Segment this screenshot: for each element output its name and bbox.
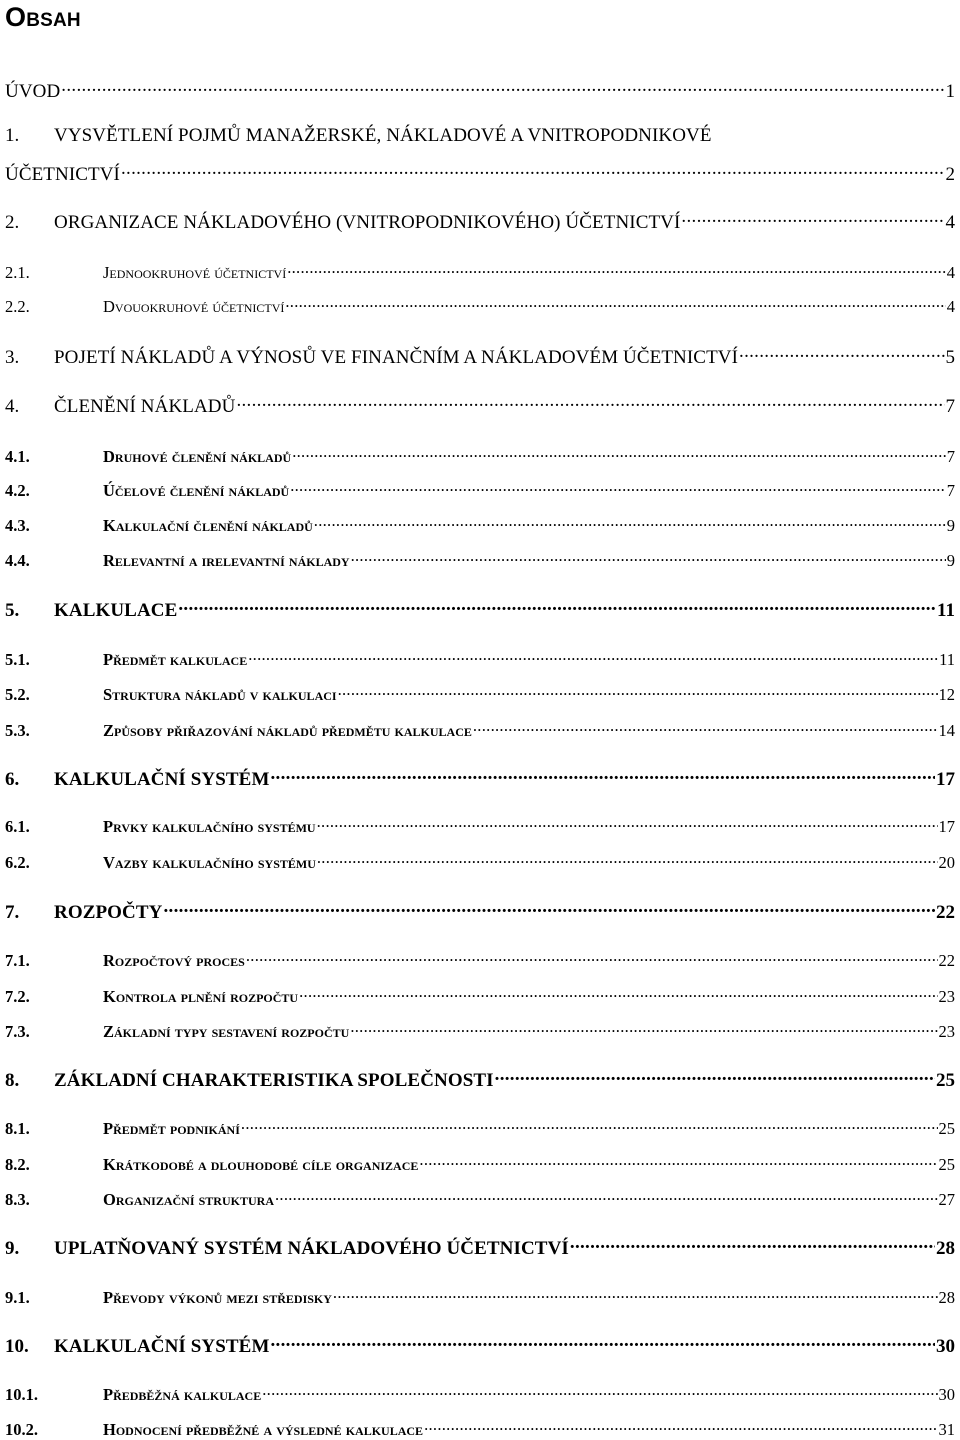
- toc-entry-number: 10.2.: [5, 1419, 38, 1439]
- toc-entry-number: 4.: [5, 396, 20, 417]
- toc-page-number: 12: [938, 684, 955, 704]
- toc-entry-text: ČLENĚNÍ NÁKLADŮ: [54, 396, 236, 417]
- toc-page-number: 22: [938, 950, 955, 970]
- toc-leader-dots: [287, 261, 946, 278]
- toc-leader-dots: [495, 1067, 935, 1086]
- toc-leader-dots: [262, 1383, 937, 1400]
- toc-entry-2[interactable]: [5, 209, 955, 234]
- toc-entry-4-3[interactable]: [5, 514, 955, 536]
- toc-entry-number: 8.2.: [5, 1154, 30, 1174]
- toc-page-number: 11: [939, 649, 955, 669]
- toc-entry-4-4[interactable]: [5, 549, 955, 571]
- toc-entry-text: KALKULAČNÍ SYSTÉM: [54, 1336, 270, 1357]
- toc-page-number: 17: [938, 816, 955, 836]
- toc-page-number: 22: [936, 902, 955, 923]
- toc-entry-number: 2.2.: [5, 296, 30, 316]
- toc-entry-number: 4.1.: [5, 446, 30, 466]
- toc-entry-text: Předmět kalkulace: [103, 649, 248, 669]
- toc-entry-number: 2.1.: [5, 262, 30, 282]
- toc-page-number: 17: [936, 769, 955, 790]
- toc-entry-3[interactable]: [5, 344, 955, 369]
- toc-page-number: 23: [938, 1021, 955, 1041]
- toc-page-number: 20: [938, 852, 955, 872]
- toc-leader-dots: [419, 1153, 937, 1170]
- toc-entry-text: Vazby kalkulačního systému: [103, 852, 316, 872]
- toc-entry-number: 5.: [5, 600, 20, 621]
- toc-entry-number: 6.: [5, 769, 20, 790]
- toc-entry-8[interactable]: [5, 1067, 955, 1092]
- toc-page-number: 7: [946, 480, 955, 500]
- toc-entry-text: VYSVĚTLENÍ POJMŮ MANAŽERSKÉ, NÁKLADOVÉ A VNITROPODNIKOVÉ: [54, 125, 712, 146]
- toc-entry-number: 9.: [5, 1238, 20, 1259]
- toc-entry-number: 7.: [5, 902, 20, 923]
- toc-page-number: 23: [938, 986, 955, 1006]
- toc-entry-text: Základní typy sestavení rozpočtu: [103, 1021, 350, 1041]
- toc-entry-text: Jednookruhové účetnictví: [103, 262, 287, 282]
- toc-leader-dots: [271, 766, 936, 785]
- toc-entry-text: Prvky kalkulačního systému: [103, 816, 316, 836]
- toc-entry-text: ZÁKLADNÍ CHARAKTERISTIKA SPOLEČNOSTI: [54, 1070, 494, 1091]
- toc-entry-1[interactable]: [5, 125, 955, 147]
- toc-entry-text: ROZPOČTY: [54, 902, 163, 923]
- toc-entry-number: 10.1.: [5, 1384, 38, 1404]
- toc-entry-5-2[interactable]: [5, 683, 955, 705]
- toc-entry-5-1[interactable]: [5, 648, 955, 670]
- toc-entry-text: Kalkulační členění nákladů: [103, 515, 313, 535]
- toc-leader-dots: [317, 851, 938, 868]
- toc-leader-dots: [248, 648, 938, 665]
- toc-entry-6-1[interactable]: [5, 815, 955, 837]
- toc-entry-text: Kontrola plnění rozpočtu: [103, 986, 299, 1006]
- toc-leader-dots: [739, 344, 944, 363]
- toc-leader-dots: [290, 479, 946, 496]
- toc-page-number: 14: [938, 720, 955, 740]
- toc-entry-7-2[interactable]: [5, 985, 955, 1007]
- toc-leader-dots: [317, 815, 938, 832]
- toc-leader-dots: [178, 597, 936, 616]
- toc-leader-dots: [314, 514, 946, 531]
- toc-leader-dots: [163, 899, 935, 918]
- toc-entry-number: 5.2.: [5, 684, 30, 704]
- toc-leader-dots: [61, 78, 944, 97]
- toc-entry-text: Struktura nákladů v kalkulaci: [103, 684, 337, 704]
- toc-entry-number: 7.2.: [5, 986, 30, 1006]
- toc-entry-7-3[interactable]: [5, 1020, 955, 1042]
- toc-page-number: 11: [937, 600, 955, 621]
- page-title: Obsah: [5, 2, 81, 32]
- toc-entry-number: 9.1.: [5, 1287, 30, 1307]
- toc-entry-number: 10.: [5, 1336, 29, 1357]
- toc-entry-6-2[interactable]: [5, 851, 955, 873]
- toc-entry-number: 4.3.: [5, 515, 30, 535]
- toc-entry-number: 2.: [5, 212, 20, 233]
- toc-leader-dots: [473, 719, 938, 736]
- toc-leader-dots: [338, 683, 938, 700]
- toc-entry-7-1[interactable]: [5, 949, 955, 971]
- toc-entry-10-1[interactable]: [5, 1383, 955, 1405]
- toc-page-number: 28: [936, 1238, 955, 1259]
- toc-leader-dots: [333, 1286, 938, 1303]
- toc-entry-text: Předběžná kalkulace: [103, 1384, 262, 1404]
- toc-page-number: 28: [938, 1287, 955, 1307]
- toc-entry-text: Dvouokruhové účetnictví: [103, 296, 285, 316]
- toc-leader-dots: [121, 161, 945, 180]
- toc-entry-number: 8.1.: [5, 1118, 30, 1138]
- toc-entry-text: POJETÍ NÁKLADŮ A VÝNOSŮ VE FINANČNÍM A NÁKLADOVÉM ÚČETNICTVÍ: [54, 347, 739, 368]
- toc-entry-8-3[interactable]: [5, 1188, 955, 1210]
- toc-page-number: 1: [945, 81, 955, 102]
- toc-leader-dots: [285, 295, 945, 312]
- toc-page-number: 30: [936, 1336, 955, 1357]
- toc-entry-5-3[interactable]: [5, 719, 955, 741]
- toc-entry-text: Krátkodobé a dlouhodobé cíle organizace: [103, 1154, 419, 1174]
- toc-leader-dots: [236, 393, 944, 412]
- toc-page-number: 4: [946, 262, 955, 282]
- toc-entry-8-1[interactable]: [5, 1117, 955, 1139]
- toc-entry-number: 5.3.: [5, 720, 30, 740]
- toc-entry-number: 1.: [5, 125, 20, 146]
- toc-entry-number: 8.3.: [5, 1189, 30, 1209]
- toc-entry-number: 4.4.: [5, 550, 30, 570]
- toc-leader-dots: [424, 1418, 937, 1435]
- toc-entry-number: 6.1.: [5, 816, 30, 836]
- toc-entry-text: Účelové členění nákladů: [103, 480, 290, 500]
- toc-entry-number: 7.1.: [5, 950, 30, 970]
- toc-entry-8-2[interactable]: [5, 1153, 955, 1175]
- toc-entry-text: Relevantní a irelevantní náklady: [103, 550, 350, 570]
- toc-page-number: 7: [946, 446, 955, 466]
- toc-page-number: 4: [946, 296, 955, 316]
- toc-entry-text: Způsoby přiřazování nákladů předmětu kalkulace: [103, 720, 472, 740]
- toc-page-number: 9: [946, 515, 955, 535]
- toc-leader-dots: [246, 949, 938, 966]
- toc-entry-text: Převody výkonů mezi středisky: [103, 1287, 332, 1307]
- toc-entry-6[interactable]: [5, 766, 955, 791]
- toc-entry-number: 6.2.: [5, 852, 30, 872]
- toc-entry-4-1[interactable]: [5, 445, 955, 467]
- toc-page-number: 2: [945, 164, 955, 185]
- toc-entry-9-1[interactable]: [5, 1286, 955, 1308]
- toc-leader-dots: [275, 1188, 938, 1205]
- toc-entry-10-2[interactable]: [5, 1418, 955, 1440]
- toc-page-number: 27: [938, 1189, 955, 1209]
- toc-entry-text: ÚVOD: [5, 81, 61, 102]
- toc-page-number: 9: [946, 550, 955, 570]
- toc-leader-dots: [292, 445, 946, 462]
- toc-leader-dots: [351, 549, 946, 566]
- toc-entry-text-continued: ÚČETNICTVÍ: [5, 164, 120, 185]
- toc-entry-text: KALKULAČNÍ SYSTÉM: [54, 769, 270, 790]
- toc-entry-2-2[interactable]: [5, 295, 955, 317]
- toc-page-number: 25: [938, 1154, 955, 1174]
- toc-leader-dots: [681, 209, 944, 228]
- toc-entry-text: Organizační struktura: [103, 1189, 274, 1209]
- toc-entry-7[interactable]: [5, 899, 955, 924]
- toc-entry-number: 8.: [5, 1070, 20, 1091]
- toc-entry-text: Hodnocení předběžné a výsledné kalkulace: [103, 1419, 424, 1439]
- toc-entry-text: Rozpočtový proces: [103, 950, 245, 970]
- toc-leader-dots: [570, 1235, 935, 1254]
- toc-page-number: 30: [938, 1384, 955, 1404]
- toc-entry-9[interactable]: [5, 1235, 955, 1260]
- toc-entry-text: KALKULACE: [54, 600, 178, 621]
- toc-page-number: 4: [945, 212, 955, 233]
- toc-entry-1-continued[interactable]: [5, 161, 955, 186]
- toc-entry-text: ORGANIZACE NÁKLADOVÉHO (VNITROPODNIKOVÉHO) ÚČETNICTVÍ: [54, 212, 681, 233]
- toc-page-number: 25: [938, 1118, 955, 1138]
- toc-entry-uvod[interactable]: [5, 78, 955, 103]
- toc-entry-text: Druhové členění nákladů: [103, 446, 292, 466]
- toc-page-number: 7: [945, 396, 955, 417]
- toc-entry-number: 5.1.: [5, 649, 30, 669]
- toc-leader-dots: [299, 985, 937, 1002]
- toc-entry-2-1[interactable]: [5, 261, 955, 283]
- toc-leader-dots: [350, 1020, 937, 1037]
- toc-page-number: 31: [938, 1419, 955, 1439]
- toc-entry-text: UPLATŇOVANÝ SYSTÉM NÁKLADOVÉHO ÚČETNICTVÍ: [54, 1238, 569, 1259]
- toc-entry-5[interactable]: [5, 597, 955, 622]
- toc-entry-number: 3.: [5, 347, 20, 368]
- toc-leader-dots: [271, 1333, 936, 1352]
- toc-entry-text: Předmět podnikání: [103, 1118, 240, 1138]
- toc-entry-number: 4.2.: [5, 480, 30, 500]
- toc-entry-4-2[interactable]: [5, 479, 955, 501]
- toc-entry-10[interactable]: [5, 1333, 955, 1358]
- toc-entry-4[interactable]: [5, 393, 955, 418]
- toc-entry-number: 7.3.: [5, 1021, 30, 1041]
- toc-leader-dots: [241, 1117, 938, 1134]
- toc-page-number: 25: [936, 1070, 955, 1091]
- toc-page-number: 5: [945, 347, 955, 368]
